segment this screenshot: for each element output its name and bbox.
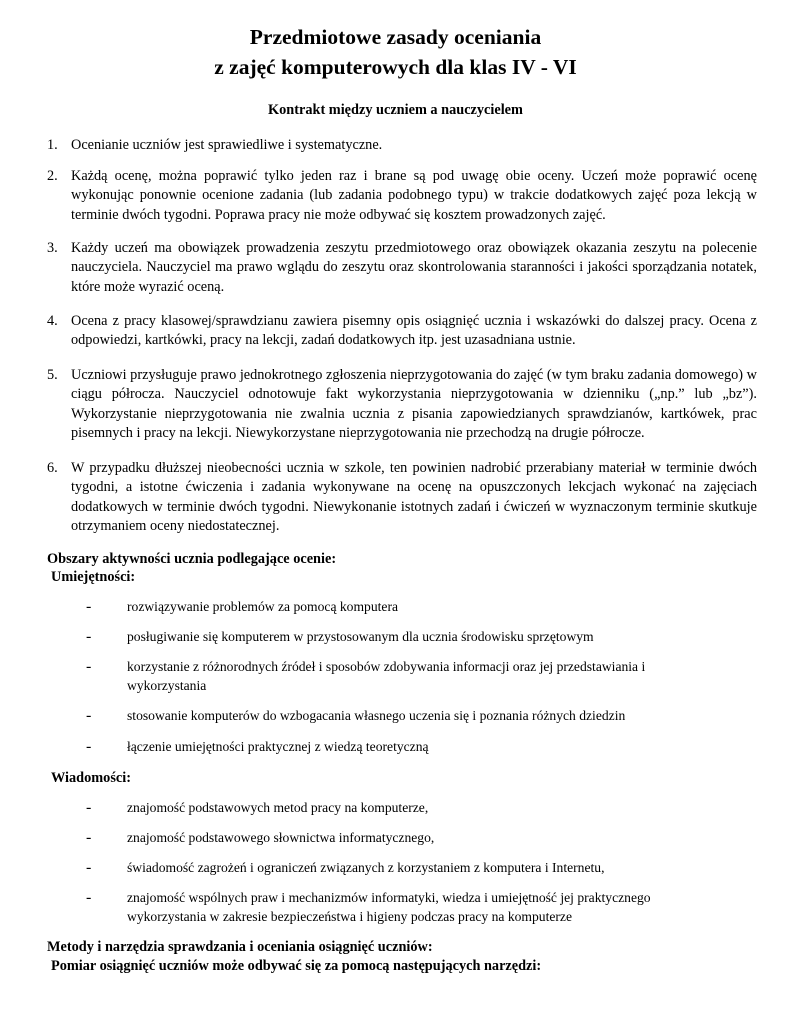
metody-heading: Metody i narzędzia sprawdzania i oceniania osiągnięć uczniów: (47, 939, 433, 955)
title-line-2: z zajęć komputerowych dla klas IV - VI (214, 55, 577, 79)
wiadomosci-heading: Wiadomości: (51, 770, 131, 786)
rule-number: 2. (47, 168, 58, 184)
rule-text: Każdy uczeń ma obowiązek prowadzenia zeszytu przedmiotowego oraz obowiązek okazania zeszytu na polecenie nauczyciela. Nauczyciel ma prawo wglądu do zeszytu oraz skontrolowania staranności i jakości sporządzania notatek, które może wyrazić oceną. (71, 240, 757, 295)
obszary-heading: Obszary aktywności ucznia podlegające ocenie: (47, 551, 337, 567)
bullet-dash: - (86, 658, 92, 675)
bullet-dash: - (86, 859, 92, 876)
rule-number: 1. (47, 137, 58, 153)
rule-number: 4. (47, 313, 58, 329)
rule-text: Każdą ocenę, można poprawić tylko jeden raz i brane są pod uwagę obie oceny. Uczeń może poprawić ocenę wykonując ponownie ocenione zadania (lub zadania podobnego typu) w trakcie dodatkowych zajęć poza lekcją w terminie dwóch tygodni. Poprawa pracy nie może odbywać się kosztem prowadzonych zajęć. (71, 168, 757, 223)
pomiar-heading: Pomiar osiągnięć uczniów może odbywać się za pomocą następujących narzędzi: (51, 958, 542, 974)
bullet-dash: - (86, 799, 92, 816)
bullet-dash: - (86, 738, 92, 755)
subtitle: Kontrakt między uczniem a nauczycielem (268, 102, 523, 118)
rule-text: Uczniowi przysługuje prawo jednokrotnego zgłoszenia nieprzygotowania do zajęć (w tym braku zadania domowego) w ciągu półrocza. Nauczyciel odnotowuje fakt wykorzystania nieprzygotowania w dzienniku („np.” lub „bz”). Wykorzystanie nieprzygotowania nie zwalnia ucznia z pisania zapowiedzianych sprawdzianów, kartkówek, prac pisemnych i pracy na lekcji. Niewykorzystane nieprzygotowania nie przechodzą na drugie półrocze. (71, 367, 757, 441)
list-item-text: posługiwanie się komputerem w przystosowanym dla ucznia środowisku sprzętowym (127, 629, 594, 644)
list-item-text: znajomość podstawowego słownictwa informatycznego, (127, 830, 435, 845)
list-item-text: korzystanie z różnorodnych źródeł i sposobów zdobywania informacji oraz jej przedstawiania i wykorzystania (127, 659, 646, 693)
bullet-dash: - (86, 598, 92, 615)
bullet-dash: - (86, 707, 92, 724)
list-item-text: łączenie umiejętności praktycznej z wiedzą teoretyczną (127, 739, 429, 754)
list-item-text: znajomość wspólnych praw i mechanizmów informatyki, wiedza i umiejętność jej praktycznego wykorzystania w zakresie bezpieczeństwa i higieny podczas pracy na komputerze (127, 890, 651, 924)
rule-text: W przypadku dłuższej nieobecności ucznia w szkole, ten powinien nadrobić przerabiany materiał w terminie dwóch tygodni, a istotne ćwiczenia i zadania wykonywane na ocenę na opuszczonych lekcjach wykonać na zajęciach dodatkowych w terminie dwóch tygodni. Niewykonanie istotnych zadań i ćwiczeń w wyznaczonym terminie skutkuje otrzymaniem oceny niedostatecznej. (71, 460, 757, 534)
rule-number: 5. (47, 367, 58, 383)
rule-text: Ocenianie uczniów jest sprawiedliwe i systematyczne. (71, 137, 383, 153)
list-item-text: rozwiązywanie problemów za pomocą komputera (127, 599, 399, 614)
list-item-text: znajomość podstawowych metod pracy na komputerze, (127, 800, 429, 815)
rule-number: 6. (47, 460, 58, 476)
rule-text: Ocena z pracy klasowej/sprawdzianu zawiera pisemny opis osiągnięć ucznia i wskazówki do dalszej pracy. Ocena z odpowiedzi, kartkówki, pracy na lekcji, zadań dodatkowych itp. jest uzasadniana ustnie. (71, 313, 757, 349)
rule-number: 3. (47, 240, 58, 256)
title-line-1: Przedmiotowe zasady oceniania (249, 25, 542, 49)
list-item-text: stosowanie komputerów do wzbogacania własnego uczenia się i poznania różnych dziedzin (127, 708, 626, 723)
umiejetnosci-heading: Umiejętności: (51, 569, 136, 585)
bullet-dash: - (86, 829, 92, 846)
list-item-text: świadomość zagrożeń i ograniczeń związanych z korzystaniem z komputera i Internetu, (127, 860, 605, 875)
bullet-dash: - (86, 628, 92, 645)
bullet-dash: - (86, 889, 92, 906)
